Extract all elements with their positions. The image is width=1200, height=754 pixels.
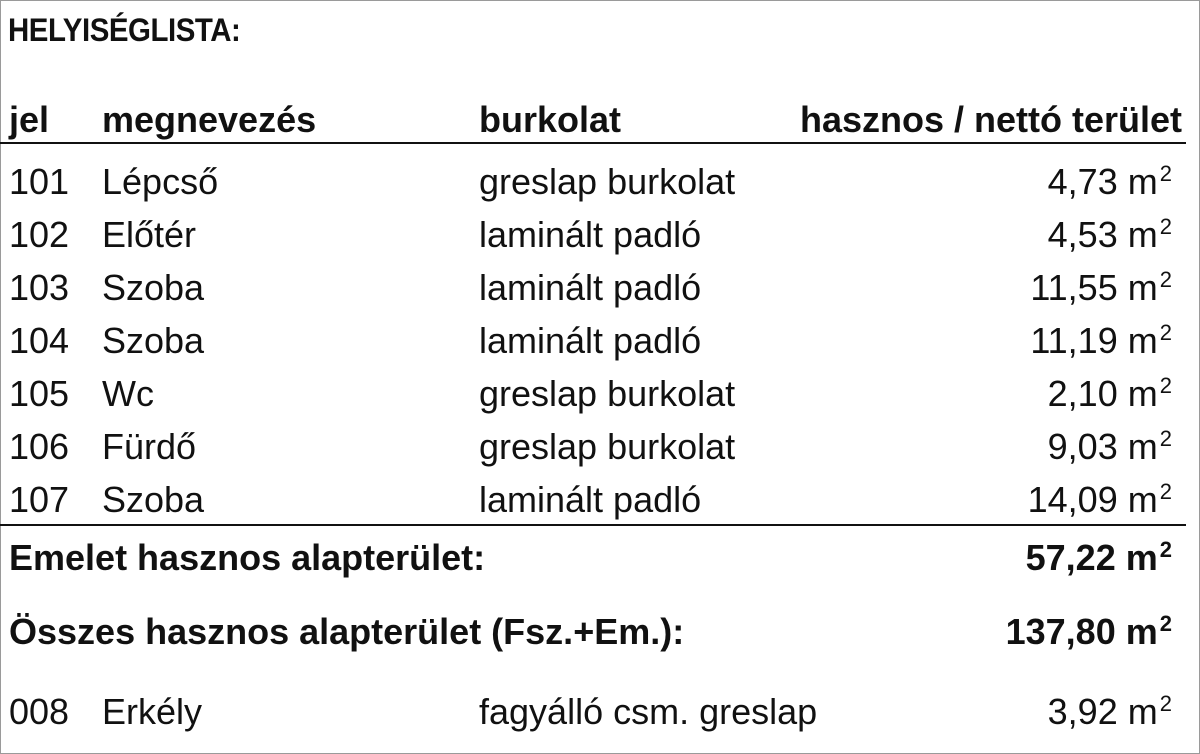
room-jel: 106 <box>9 426 70 467</box>
unit-exponent: 2 <box>1159 320 1172 345</box>
unit-exponent: 2 <box>1159 611 1172 636</box>
table-row <box>0 474 1200 526</box>
room-area-unit: m <box>1127 479 1158 520</box>
column-header-burkolat: burkolat <box>479 99 622 140</box>
unit-exponent: 2 <box>1159 373 1172 398</box>
room-name: Fürdő <box>102 426 197 467</box>
extra-area <box>1048 686 1172 738</box>
room-area <box>1030 262 1172 314</box>
room-area-value: 2,10 <box>1047 373 1118 414</box>
table-row <box>0 368 1200 420</box>
room-area <box>1048 209 1172 261</box>
unit-exponent: 2 <box>1159 214 1172 239</box>
room-burkolat: laminált padló <box>479 320 702 361</box>
extra-jel: 008 <box>9 691 70 732</box>
emelet-total-value <box>1026 532 1172 584</box>
osszes-total-number: 137,80 <box>1005 611 1116 652</box>
extra-area-unit: m <box>1127 691 1158 732</box>
room-jel: 107 <box>9 479 70 520</box>
room-name: Szoba <box>102 320 205 361</box>
column-header-jel: jel <box>9 99 50 140</box>
room-name: Wc <box>102 373 154 414</box>
room-burkolat: laminált padló <box>479 214 702 255</box>
table-row <box>0 421 1200 473</box>
table-row <box>0 315 1200 367</box>
unit-exponent: 2 <box>1159 267 1172 292</box>
room-area-unit: m <box>1127 320 1158 361</box>
room-name: Lépcső <box>102 161 219 202</box>
room-jel: 103 <box>9 267 70 308</box>
room-area-value: 11,19 <box>1030 320 1118 361</box>
table-row <box>0 156 1200 208</box>
room-name: Szoba <box>102 479 205 520</box>
table-header <box>0 94 1200 146</box>
document-title: HELYISÉGLISTA: <box>8 12 241 48</box>
room-area-value: 11,55 <box>1030 267 1118 308</box>
room-area-unit: m <box>1127 214 1158 255</box>
unit-exponent: 2 <box>1159 537 1172 562</box>
room-area <box>1030 315 1172 367</box>
room-area-value: 4,73 <box>1047 161 1118 202</box>
emelet-total-row <box>0 532 1200 584</box>
room-name: Előtér <box>102 214 197 255</box>
room-area-unit: m <box>1127 267 1158 308</box>
unit-exponent: 2 <box>1159 691 1172 716</box>
room-area <box>1048 368 1172 420</box>
osszes-total-value <box>1006 606 1172 658</box>
extra-burkolat: fagyálló csm. greslap <box>479 691 818 732</box>
table-row <box>0 209 1200 261</box>
room-area-value: 14,09 <box>1027 479 1118 520</box>
room-area-unit: m <box>1127 426 1158 467</box>
osszes-total-row <box>0 606 1200 658</box>
room-burkolat: laminált padló <box>479 267 702 308</box>
column-header-megnevezes: megnevezés <box>102 99 317 140</box>
room-jel: 101 <box>9 161 70 202</box>
unit-exponent: 2 <box>1159 426 1172 451</box>
room-burkolat: laminált padló <box>479 479 702 520</box>
room-area-unit: m <box>1127 161 1158 202</box>
room-area <box>1048 421 1172 473</box>
room-jel: 105 <box>9 373 70 414</box>
room-area-value: 4,53 <box>1047 214 1118 255</box>
unit-exponent: 2 <box>1159 161 1172 186</box>
room-area-unit: m <box>1127 373 1158 414</box>
room-area <box>1048 156 1172 208</box>
room-area-value: 9,03 <box>1047 426 1118 467</box>
extra-area-value: 3,92 <box>1047 691 1118 732</box>
unit-exponent: 2 <box>1159 479 1172 504</box>
extra-name: Erkély <box>102 691 203 732</box>
osszes-total-label: Összes hasznos alapterület (Fsz.+Em.): <box>9 611 685 652</box>
total-divider <box>0 524 1186 526</box>
column-header-terulet: hasznos / nettó terület <box>799 99 1182 140</box>
room-area <box>1028 474 1172 526</box>
header-divider <box>0 142 1186 144</box>
room-jel: 102 <box>9 214 70 255</box>
table-row <box>0 262 1200 314</box>
emelet-total-number: 57,22 <box>1025 537 1116 578</box>
room-name: Szoba <box>102 267 205 308</box>
emelet-total-label: Emelet hasznos alapterület: <box>9 537 486 578</box>
osszes-total-unit: m <box>1125 611 1158 652</box>
extra-row <box>0 686 1200 738</box>
room-burkolat: greslap burkolat <box>479 426 736 467</box>
room-jel: 104 <box>9 320 70 361</box>
room-burkolat: greslap burkolat <box>479 373 736 414</box>
emelet-total-unit: m <box>1125 537 1158 578</box>
room-burkolat: greslap burkolat <box>479 161 736 202</box>
